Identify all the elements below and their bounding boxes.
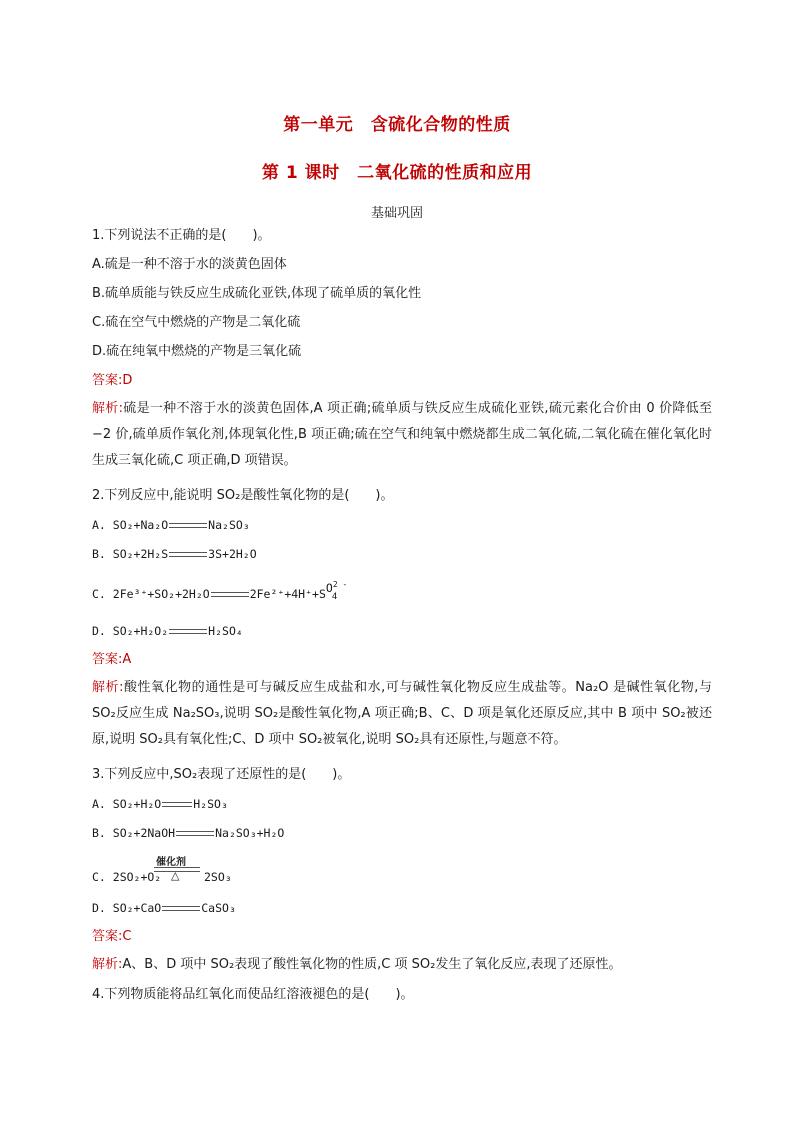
- q3-b-products: Na₂SO₃+H₂O: [215, 826, 285, 840]
- equals-sign: [169, 629, 207, 634]
- q3-a-products: H₂SO₃: [193, 797, 228, 811]
- q1-analysis: [92, 396, 712, 474]
- q2-c-products: 2Fe²⁺+4H⁺+S: [249, 587, 326, 601]
- q3-option-b: [92, 825, 712, 841]
- q2-d-reactants: D. SO₂+H₂O₂: [92, 624, 169, 638]
- q2-c-sulfate-o: O: [325, 581, 333, 595]
- q2-c-charge: 2 -: [332, 580, 348, 589]
- q1-option-d: D.硫在纯氧中燃烧的产物是三氧化硫: [92, 344, 302, 359]
- q3-b-reactants: B. SO₂+2NaOH: [92, 826, 176, 840]
- q2-option-b: [92, 546, 712, 562]
- q2-analysis: [92, 675, 712, 753]
- equals-sign: [169, 552, 207, 557]
- q2-analysis-label: 解析:: [92, 680, 124, 695]
- q3-analysis-label: 解析:: [92, 957, 123, 972]
- q3-option-d: [92, 900, 712, 916]
- q2-c-reactants: C. 2Fe³⁺+SO₂+2H₂O: [92, 587, 210, 601]
- q3-d-products: CaSO₃: [201, 901, 236, 915]
- q3-answer: 答案:C: [92, 929, 132, 944]
- q2-analysis-text: 酸性氧化物的通性是可与碱反应生成盐和水,可与碱性氧化物反应生成盐等。Na₂O 是碱性氧化物,与 SO₂反应生成 Na₂SO₃,说明 SO₂是酸性氧化物,A 项正确;B、C、D 项是氧化还原反应,其中 B 项中 SO₂被还原,说明 SO₂具有氧化性;C、D 项中 SO₂被氧化,说明 SO₂具有还原性,与题意不符。: [92, 680, 712, 747]
- q2-a-reactants: A. SO₂+Na₂O: [92, 518, 169, 532]
- reversible-sign: [162, 802, 192, 807]
- q2-option-a: [92, 517, 712, 533]
- q1-answer: 答案:D: [92, 373, 133, 388]
- q2-d-products: H₂SO₄: [208, 624, 243, 638]
- equals-sign: [162, 906, 200, 911]
- q3-a-reactants: A. SO₂+H₂O: [92, 797, 162, 811]
- q3-option-c: [92, 853, 392, 887]
- q2-c-subscript: 4: [331, 592, 338, 602]
- q3-d-reactants: D. SO₂+CaO: [92, 901, 162, 915]
- q1-analysis-text: 硫是一种不溶于水的淡黄色固体,A 项正确;硫单质与铁反应生成硫化亚铁,硫元素化合价由 0 价降低至−2 价,硫单质作氧化剂,体现氧化性,B 项正确;硫在空气和纯氧中燃烧都生成二氧化硫,二氧化硫在催化氧化时生成三氧化硫,C 项正确,D 项错误。: [92, 401, 712, 468]
- equals-sign: [176, 831, 214, 836]
- q1-option-a: A.硫是一种不溶于水的淡黄色固体: [92, 257, 287, 272]
- equals-sign: [169, 523, 207, 528]
- q3-analysis-text: A、B、D 项中 SO₂表现了酸性氧化物的性质,C 项 SO₂发生了氧化反应,表现了还原性。: [122, 957, 622, 972]
- q2-answer: 答案:A: [92, 652, 132, 667]
- lesson-title: 第 1 课时 二氧化硫的性质和应用: [261, 163, 533, 183]
- q1-option-b: B.硫单质能与铁反应生成硫化亚铁,体现了硫单质的氧化性: [92, 286, 422, 301]
- q3-c-reactants: C. 2SO₂+O₂: [92, 870, 162, 884]
- unit-title: 第一单元 含硫化合物的性质: [283, 115, 511, 135]
- q2-b-reactants: B. SO₂+2H₂S: [92, 547, 169, 561]
- catalyst-label: 催化剂: [156, 857, 186, 868]
- q2-option-c: [92, 580, 712, 602]
- equals-sign: [211, 592, 249, 597]
- q3-stem: 3.下列反应中,SO₂表现了还原性的是( )。: [92, 767, 351, 782]
- q2-c-sulfate-indices: [331, 580, 348, 602]
- q4-stem: 4.下列物质能将品红氧化而使品红溶液褪色的是( )。: [92, 987, 414, 1002]
- heat-symbol-icon: △: [171, 869, 180, 882]
- q2-a-products: Na₂SO₃: [208, 518, 250, 532]
- q3-option-a: [92, 796, 712, 812]
- q2-b-products: 3S+2H₂O: [208, 547, 257, 561]
- q1-stem: 1.下列说法不正确的是( )。: [92, 228, 271, 243]
- q3-c-products: 2SO₃: [204, 870, 232, 884]
- q1-analysis-label: 解析:: [92, 401, 123, 416]
- q3-analysis: [92, 952, 712, 978]
- q2-stem: 2.下列反应中,能说明 SO₂是酸性氧化物的是( )。: [92, 488, 394, 503]
- section-heading: 基础巩固: [370, 206, 423, 221]
- q2-option-d: [92, 623, 712, 639]
- q1-option-c: C.硫在空气中燃烧的产物是二氧化硫: [92, 315, 301, 330]
